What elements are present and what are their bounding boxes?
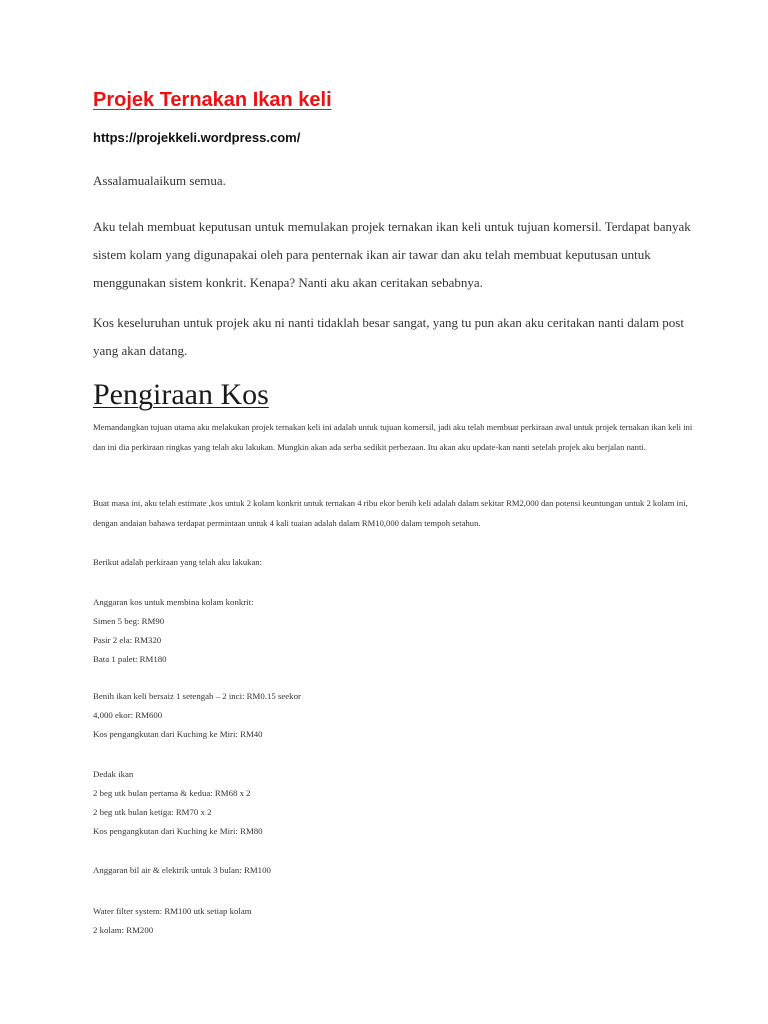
blog-url[interactable]: https://projekkeli.wordpress.com/	[93, 130, 301, 145]
cost-line: 2 beg utk bulan pertama & kedua: RM68 x 2	[93, 788, 251, 798]
cost-line: 2 kolam: RM200	[93, 925, 154, 935]
cost-line: Pasir 2 ela: RM320	[93, 635, 162, 645]
section-paragraph-1: Memandangkan tujuan utama aku melakukan projek ternakan keli ini adalah untuk tujuan komersil, jadi aku telah membuat perkiraan awal untuk projek ternakan ikan keli ini dan ini dia perkiraan ringkas yang telah aku lakukan. Mungkin akan ada serba sedikit perbezaan. Itu akan aku update-kan nanti setelah projek aku berjalan nanti.	[93, 422, 693, 452]
cost-line: Anggaran bil air & elektrik untuk 3 bulan: RM100	[93, 865, 271, 875]
cost-line: Dedak ikan	[93, 769, 134, 779]
cost-overview-paragraph: Kos keseluruhan untuk projek aku ni nanti tidaklah besar sangat, yang tu pun akan aku ceritakan nanti dalam post yang akan datang.	[93, 315, 684, 358]
cost-line: 2 beg utk bulan ketiga: RM70 x 2	[93, 807, 212, 817]
cost-group-filter	[93, 902, 693, 940]
section-heading: Pengiraan Kos	[93, 378, 269, 411]
cost-line: Kos pengangkutan dari Kuching ke Miri: RM80	[93, 826, 263, 836]
cost-line: Kos pengangkutan dari Kuching ke Miri: RM40	[93, 729, 263, 739]
greeting-text: Assalamualaikum semua.	[93, 173, 226, 188]
cost-line: Anggaran kos untuk membina kolam konkrit:	[93, 597, 254, 607]
intro-paragraph: Aku telah membuat keputusan untuk memulakan projek ternakan ikan keli untuk tujuan komersil. Terdapat banyak sistem kolam yang digunapakai oleh para penternak ikan air tawar dan aku telah membuat keputusan untuk menggunakan sistem konkrit. Kenapa? Nanti aku akan ceritakan sebabnya.	[93, 219, 691, 290]
cost-group-benih	[93, 687, 693, 744]
cost-group-kolam	[93, 593, 693, 669]
document-title: Projek Ternakan Ikan keli	[93, 89, 332, 111]
cost-line: Water filter system: RM100 utk setiap kolam	[93, 906, 252, 916]
section-paragraph-2: Buat masa ini, aku telah estimate ,kos untuk 2 kolam konkrit untuk ternakan 4 ribu ekor benih keli adalah dalam sekitar RM2,000 dan potensi keuntungan untuk 2 kolam ini, dengan andaian bahawa terdapat permintaan untuk 4 kali tuaian adalah dalam RM10,000 dalam tempoh setahun.	[93, 498, 688, 528]
cost-group-dedak	[93, 765, 693, 841]
cost-group-bil	[93, 861, 693, 880]
cost-line: Benih ikan keli bersaiz 1 setengah – 2 inci: RM0.15 seekor	[93, 691, 301, 701]
section-paragraph-3: Berikut adalah perkiraan yang telah aku lakukan:	[93, 557, 262, 567]
cost-line: Bata 1 palet: RM180	[93, 654, 167, 664]
cost-line: 4,000 ekor: RM600	[93, 710, 163, 720]
cost-line: Simen 5 beg: RM90	[93, 616, 165, 626]
